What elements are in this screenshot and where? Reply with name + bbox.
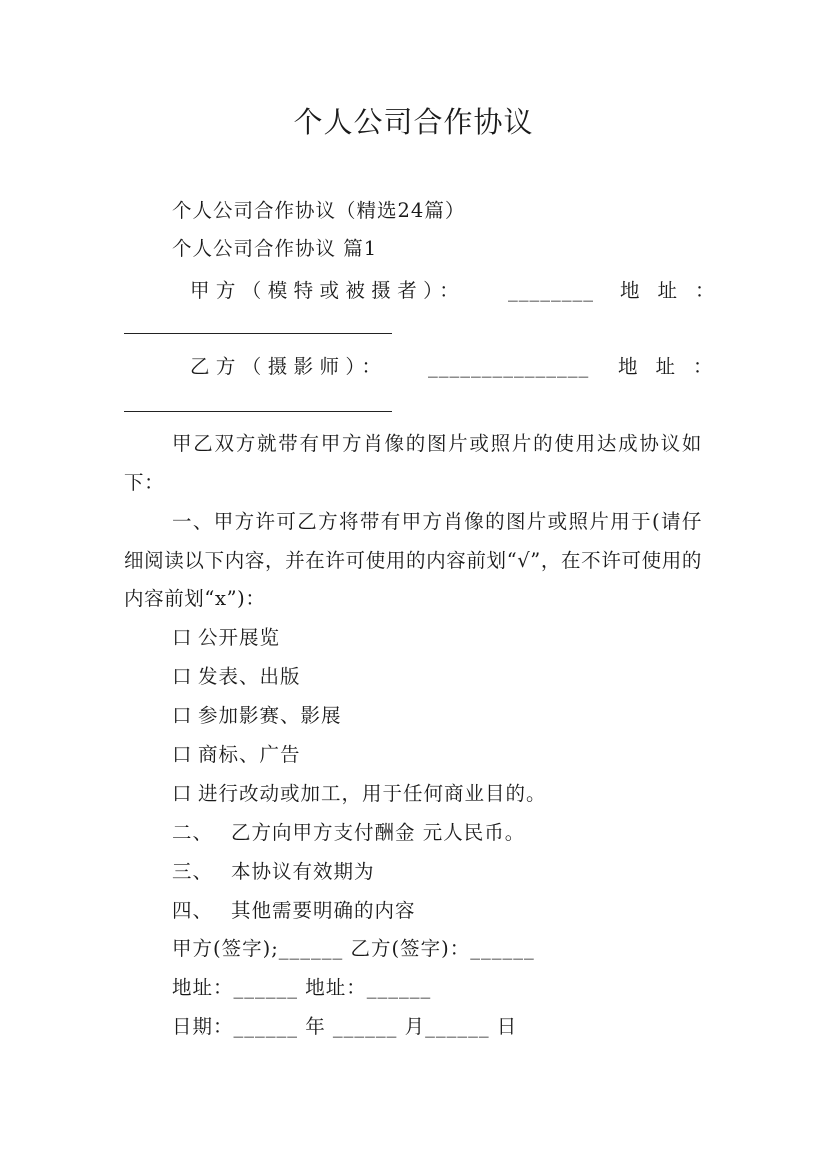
checkbox-icon: 口 [172,704,193,727]
document-title: 个人公司合作协议 [293,105,534,139]
option-item: 口 进行改动或加工，用于任何商业目的。 [172,782,547,805]
option-item: 口 公开展览 [172,626,281,649]
checkbox-icon: 口 [172,665,193,688]
section-title: 个人公司合作协议 篇1 [172,237,378,260]
option-item: 口 参加影赛、影展 [172,704,342,727]
document-subtitle: 个人公司合作协议（精选24篇） [172,199,466,222]
party-b-address-label: 地址： [618,355,731,378]
checkbox-icon: 口 [172,743,193,766]
clause-4: 四、 其他需要明确的内容 [172,899,416,922]
party-a-address-label: 地址： [620,279,733,302]
option-item: 口 发表、出版 [172,665,301,688]
intro-paragraph: 甲乙双方就带有甲方肖像的图片或照片的使用达成协议如下： [124,432,702,494]
party-a-address-underline [124,333,392,334]
clause-1-paragraph: 一、甲方许可乙方将带有甲方肖像的图片或照片用于(请仔细阅读以下内容，并在许可使用的内容前划“√”，在不许可使用的内容前划“x”)： [124,510,702,611]
party-b-address-underline [124,411,392,412]
clause-3: 三、 本协议有效期为 [172,860,375,883]
party-a-blank: ________ [508,279,594,302]
signature-line: 甲方(签字);______ 乙方(签字)：______ [172,937,535,960]
party-b-label: 乙方（摄影师）： [190,355,388,378]
date-line: 日期：______ 年 ______ 月______ 日 [172,1015,518,1038]
party-b-blank: _______________ [428,355,590,378]
party-a-label: 甲方（模特或被摄者）： [190,279,466,302]
address-line: 地址：______ 地址：______ [172,976,432,999]
checkbox-icon: 口 [172,626,193,649]
clause-2: 二、 乙方向甲方支付酬金 元人民币。 [172,821,526,844]
option-item: 口 商标、广告 [172,743,301,766]
checkbox-icon: 口 [172,782,193,805]
